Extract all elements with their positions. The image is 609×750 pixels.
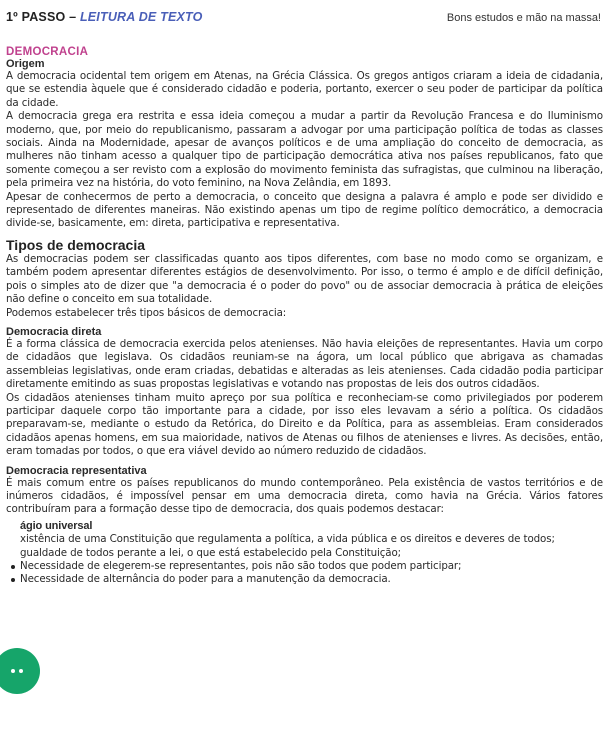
chat-bubble-icon[interactable] xyxy=(0,648,40,694)
origem-heading: Origem xyxy=(6,58,45,70)
step-title xyxy=(6,10,203,24)
representativa-heading: Democracia representativa xyxy=(6,464,147,477)
list-item: Necessidade de alternância do poder para a manutenção da democracia. xyxy=(20,573,603,586)
bullet-icon xyxy=(11,565,15,569)
representativa-paragraph-1: É mais comum entre os países republicanos do mundo contemporâneo. Pela existência de vastos territórios e de inúmeros cidadãos, é impossível pensar em uma democracia direta, como havia na Grécia. Vários fatores contribuíram para a formação desse tipo de democracia, dos quais podemos destacar: xyxy=(6,476,603,516)
list-item: Necessidade de elegerem-se representantes, pois não são todos que podem participar; xyxy=(20,560,603,573)
tipos-paragraph-1: As democracias podem ser classificadas quanto aos tipos diferentes, com base no modo como se organizam, e também podem apresentar diferentes estágios de desenvolvimento. Por isso, o termo é amplo e de difícil definição, pois o simples ato de dizer que "a democracia é o poder do povo" ou de associar democracia à prática de eleições não define o conceito em sua totalidade. xyxy=(6,252,603,306)
factors-list xyxy=(6,520,603,587)
list-item: ágio universal xyxy=(20,519,93,532)
tipos-heading: Tipos de democracia xyxy=(6,236,146,253)
step-prefix: 1º PASSO – xyxy=(6,10,80,24)
list-item: xistência de uma Constituição que regulamenta a política, a vida pública e os direitos e deveres de todos; xyxy=(20,533,555,546)
direta-heading: Democracia direta xyxy=(6,325,102,338)
tipos-paragraph-2: Podemos estabelecer três tipos básicos de democracia: xyxy=(6,306,287,319)
step-heading: LEITURA DE TEXTO xyxy=(79,10,203,24)
document-page xyxy=(6,10,603,587)
section-title: DEMOCRACIA xyxy=(6,46,89,58)
direta-paragraph-2: Os cidadãos atenienses tinham muito apreço por sua política e reconheciam-se como privilegiados por poderem participar daquele corpo tão importante para a cidade, por isso eles levavam a sério a política. Os cidadãos preparavam-se, mediante o estudo da Retórica, do Direito e da Política, para as assembleias. Eram considerados cidadãos apenas homens, em sua maioridade, nativos de Atenas ou filhos de atenienses e livres. As decisões, então, eram tomadas por todos, o que era viável devido ao número reduzido de cidadãos. xyxy=(6,391,603,458)
direta-paragraph-1: É a forma clássica de democracia exercida pelos atenienses. Não havia eleições de representantes. Havia um corpo de cidadãos que legislava. Os cidadãos reuniam-se na ágora, um local público que abrigava as chamadas assembleias legislativas, onde eram criadas, debatidas e alteradas as leis atenienses. Cada cidadão podia participar diretamente emitindo as suas propostas legislativas e votando nas propostas de leis dos outros cidadãos. xyxy=(6,337,603,391)
list-item: gualdade de todos perante a lei, o que está estabelecido pela Constituição; xyxy=(20,546,402,559)
origem-paragraph-2: A democracia grega era restrita e essa ideia começou a mudar a partir da Revolução Francesa e do Iluminismo moderno, que, por meio do republicanismo, passaram a advogar por uma participação política de todas as classes sociais. Ainda na Modernidade, apesar de avanços políticos e de uma ampliação do conceito de democracia, as mulheres não tinham acesso a qualquer tipo de participação democrática ativa nos países republicanos, fato que somente começou a ser revisto com a explosão do movimento feminista das sufragistas, que culminou na liberação, pela primeira vez na história, do voto feminino, na Nova Zelândia, em 1893. xyxy=(6,110,603,190)
origem-paragraph-3: Apesar de conhecermos de perto a democracia, o conceito que designa a palavra é amplo e pode ser dividido e representado de diferentes maneiras. Não existindo apenas um tipo de regime político democrático, a democracia divide-se, basicamente, em: direta, participativa e representativa. xyxy=(6,190,603,230)
motto-text: Bons estudos e mão na massa! xyxy=(446,12,601,24)
page-header xyxy=(6,10,603,32)
origem-paragraph-1: A democracia ocidental tem origem em Atenas, na Grécia Clássica. Os gregos antigos criaram a ideia de cidadania, que se estendia àquele que é considerado cidadão e poderia, portanto, exercer o seu poder de participar da política da cidade. xyxy=(6,70,603,109)
bullet-icon xyxy=(11,578,15,582)
